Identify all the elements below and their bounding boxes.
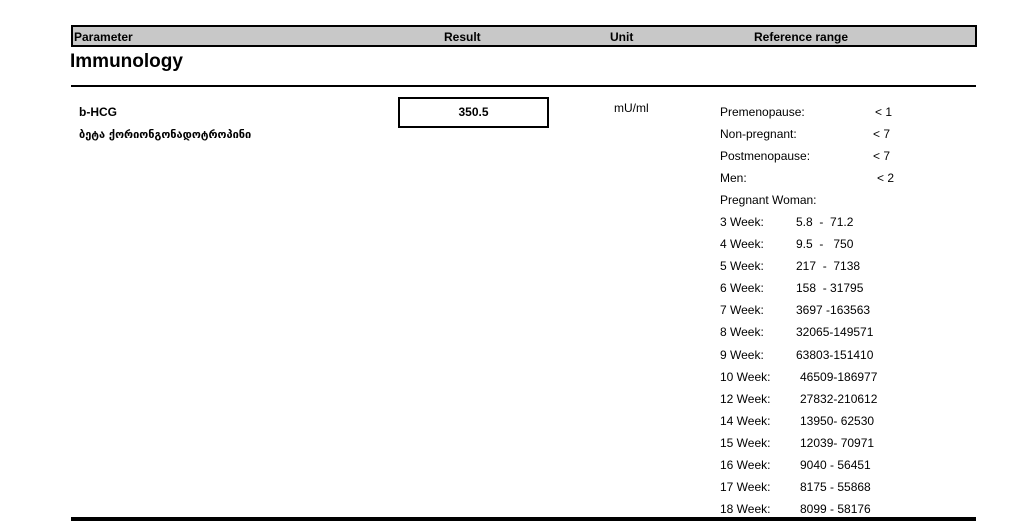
reference-row xyxy=(720,214,960,236)
reference-row xyxy=(720,347,960,369)
reference-row xyxy=(720,148,960,170)
reference-range: 32065-149571 xyxy=(796,325,874,340)
reference-row xyxy=(720,236,960,258)
reference-label: 7 Week: xyxy=(720,303,764,318)
reference-label: 12 Week: xyxy=(720,391,771,406)
reference-label: 10 Week: xyxy=(720,369,771,384)
reference-label: 17 Week: xyxy=(720,479,771,494)
reference-row xyxy=(720,192,960,214)
bottom-divider xyxy=(71,517,976,521)
test-name: b-HCG xyxy=(79,105,117,119)
reference-row xyxy=(720,170,960,192)
reference-label: 16 Week: xyxy=(720,457,771,472)
reference-label: Men: xyxy=(720,171,747,186)
reference-range: < 2 xyxy=(877,171,895,186)
reference-range: 158 - 31795 xyxy=(796,281,864,296)
reference-range: 12039- 70971 xyxy=(800,435,875,450)
reference-label: 8 Week: xyxy=(720,325,764,340)
reference-row xyxy=(720,479,960,501)
reference-row xyxy=(720,369,960,391)
header-result: Result xyxy=(444,30,481,44)
reference-range: 8175 - 55868 xyxy=(800,479,871,494)
reference-label: 3 Week: xyxy=(720,215,764,230)
test-local-name: ბეტა ქორიონგონადოტროპინი xyxy=(79,128,252,141)
reference-row xyxy=(720,324,960,346)
reference-range: < 7 xyxy=(873,127,891,142)
reference-row xyxy=(720,258,960,280)
reference-label: Pregnant Woman: xyxy=(720,193,817,208)
section-divider xyxy=(71,85,976,87)
reference-range: 46509-186977 xyxy=(800,369,878,384)
reference-label: 5 Week: xyxy=(720,259,764,274)
reference-label: 6 Week: xyxy=(720,281,764,296)
reference-range: 13950- 62530 xyxy=(800,413,875,428)
reference-range-list xyxy=(720,104,960,523)
reference-range: 3697 -163563 xyxy=(796,303,871,318)
section-title: Immunology xyxy=(70,51,183,72)
reference-label: Non-pregnant: xyxy=(720,127,797,142)
reference-range: 27832-210612 xyxy=(800,391,878,406)
reference-label: 9 Week: xyxy=(720,347,764,362)
reference-row xyxy=(720,457,960,479)
reference-range: 8099 - 58176 xyxy=(800,501,871,516)
result-box xyxy=(398,97,549,128)
header-parameter: Parameter xyxy=(74,30,133,44)
reference-row xyxy=(720,413,960,435)
reference-range: 9.5 - 750 xyxy=(796,237,854,252)
reference-row xyxy=(720,104,960,126)
result-value: 350.5 xyxy=(458,105,489,119)
reference-row xyxy=(720,280,960,302)
header-reference-range: Reference range xyxy=(754,30,849,44)
reference-label: 4 Week: xyxy=(720,237,764,252)
reference-row xyxy=(720,391,960,413)
reference-label: Postmenopause: xyxy=(720,149,811,164)
unit-value: mU/ml xyxy=(614,101,649,115)
header-unit: Unit xyxy=(610,30,634,44)
reference-range: < 7 xyxy=(873,149,891,164)
reference-range: < 1 xyxy=(875,105,893,119)
reference-range: 63803-151410 xyxy=(796,347,874,362)
reference-row xyxy=(720,302,960,324)
reference-row xyxy=(720,435,960,457)
reference-range: 217 - 7138 xyxy=(796,259,861,274)
table-header xyxy=(71,25,977,47)
reference-range: 5.8 - 71.2 xyxy=(796,215,854,230)
reference-label: 15 Week: xyxy=(720,435,771,450)
reference-label: Premenopause: xyxy=(720,105,805,119)
reference-label: 18 Week: xyxy=(720,501,771,516)
reference-row xyxy=(720,126,960,148)
reference-label: 14 Week: xyxy=(720,413,771,428)
reference-range: 9040 - 56451 xyxy=(800,457,871,472)
